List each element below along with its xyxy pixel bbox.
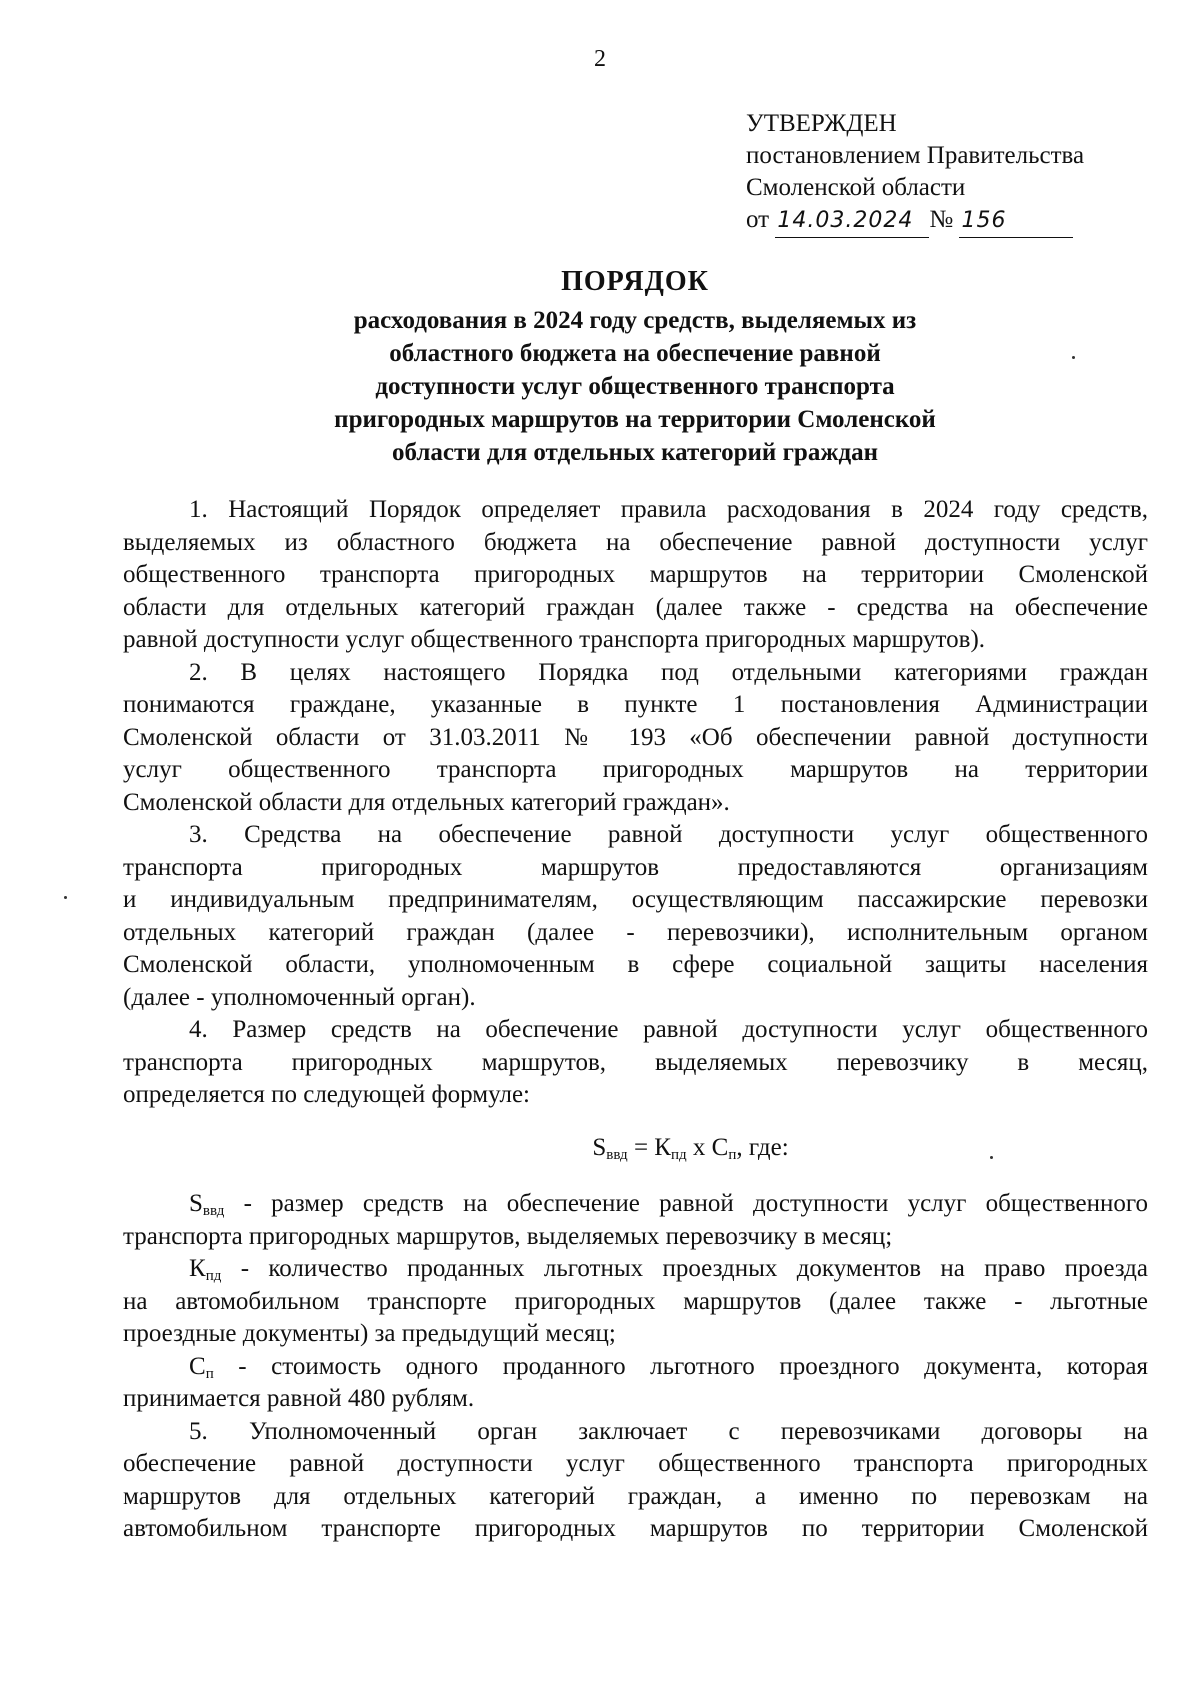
def-symbol: S [189,1190,203,1217]
formula-symbol-c: С [711,1133,729,1161]
text-line: 2. В целях настоящего Порядка под отдельными категориями граждан [189,658,1148,686]
text-line: транспорта пригородных маршрутов, выделяемых перевозчику в месяц; [123,1222,893,1250]
text-line: 1. Настоящий Порядок определяет правила расходования в 2024 году средств, [189,496,1148,523]
text-line: маршрутов для отдельных категорий граждан, а именно по перевозкам на [123,1482,1148,1510]
paragraph-1 [123,494,1148,657]
text-line: автомобильном транспорте пригородных маршрутов по территории Смоленской [123,1515,1148,1542]
def-symbol: К [189,1255,206,1282]
scan-speck [990,1156,993,1159]
paragraph-4 [123,1014,1148,1112]
text-line: отдельных категорий граждан (далее - перевозчики), исполнительным органом [123,918,1148,946]
text-line: (далее - уполномоченный орган). [123,983,476,1011]
handwritten-number: 156 [959,205,1073,238]
text-line: области для отдельных категорий граждан (далее также - средства на обеспечение [123,593,1148,621]
text-line: проездные документы) за предыдущий месяц; [123,1320,616,1347]
formula-tail: , где: [736,1133,789,1161]
definition-k [123,1253,1148,1351]
handwritten-date: 14.03.2024 [775,205,929,238]
approval-from-label: от [746,206,770,233]
approval-line-resolution: постановлением Правительства [746,142,1085,169]
def-text: - количество проданных льготных проездных документов на право проезда [221,1255,1148,1282]
definition-s [123,1188,1148,1253]
title-line: доступности услуг общественного транспорта [375,373,895,400]
title-main: ПОРЯДОК [561,266,709,297]
formula-symbol-k: К [654,1133,671,1161]
text-line: 3. Средства на обеспечение равной доступности услуг общественного [189,821,1148,848]
document-title [120,264,1150,469]
approval-stamp-block [746,108,1084,238]
formula-times: х [686,1133,712,1161]
scan-speck [64,896,67,899]
scan-speck [1072,356,1075,359]
paragraph-5 [123,1416,1148,1546]
document-body [123,494,1148,1546]
text-line: выделяемых из областного бюджета на обеспечение равной доступности услуг [123,528,1148,556]
approval-number-label: № [929,206,954,233]
paragraph-2 [123,657,1148,820]
title-line: пригородных маршрутов на территории Смоленской [334,406,936,433]
formula-sub-k: пд [670,1146,687,1163]
approval-date-number-line [746,204,1084,238]
title-subtitle [120,304,1150,469]
paragraph-3 [123,819,1148,1014]
text-line: равной доступности услуг общественного транспорта пригородных маршрутов). [123,626,986,653]
text-line: 5. Уполномоченный орган заключает с перевозчиками договоры на [189,1417,1148,1445]
text-line: принимается равной 480 рублям. [123,1385,475,1412]
def-sub: п [205,1365,214,1382]
formula [233,1132,1148,1165]
text-line [123,1253,1148,1286]
text-line: понимаются граждане, указанные в пункте 1 постановления Администрации [123,691,1148,718]
def-text: - стоимость одного проданного льготного проездного документа, которая [213,1352,1148,1380]
formula-sub-c: п [728,1146,737,1163]
text-line: Смоленской области для отдельных категорий граждан». [123,788,730,816]
text-line: на автомобильном транспорте пригородных маршрутов (далее также - льготные [123,1287,1148,1315]
title-line: области для отдельных категорий граждан [391,439,879,466]
approval-heading: УТВЕРЖДЕН [746,110,897,137]
text-line: транспорта пригородных маршрутов, выделяемых перевозчику в месяц, [123,1048,1148,1076]
text-line: обеспечение равной доступности услуг общественного транспорта пригородных [123,1450,1148,1477]
text-line [123,1188,1148,1221]
text-line: Смоленской области, уполномоченным в сфере социальной защиты населения [123,951,1148,978]
def-sub: ввд [202,1203,225,1219]
text-line: и индивидуальным предпринимателям, осуществляющим пассажирские перевозки [123,886,1148,913]
page-number: 2 [594,46,606,72]
text-line: общественного транспорта пригородных маршрутов на территории Смоленской [123,561,1148,588]
text-line: услуг общественного транспорта пригородных маршрутов на территории [123,756,1148,783]
title-line: областного бюджета на обеспечение равной [389,340,881,367]
def-text: - размер средств на обеспечение равной доступности услуг общественного [224,1190,1148,1217]
def-sub: пд [205,1268,222,1284]
formula-symbol-s: S [592,1133,607,1161]
def-symbol: С [189,1352,206,1380]
text-line: определяется по следующей формуле: [123,1081,531,1108]
formula-sub-s: ввд [606,1146,628,1163]
approval-line-region: Смоленской области [746,174,966,201]
formula-equals: = [627,1133,655,1161]
text-line: 4. Размер средств на обеспечение равной доступности услуг общественного [189,1016,1148,1043]
text-line: транспорта пригородных маршрутов предоставляются организациям [123,853,1148,881]
text-line [123,1351,1148,1384]
title-line: расходования в 2024 году средств, выделяемых из [353,307,917,334]
text-line: Смоленской области от 31.03.2011 № 193 «Об обеспечении равной доступности [123,723,1148,751]
definition-c [123,1351,1148,1416]
